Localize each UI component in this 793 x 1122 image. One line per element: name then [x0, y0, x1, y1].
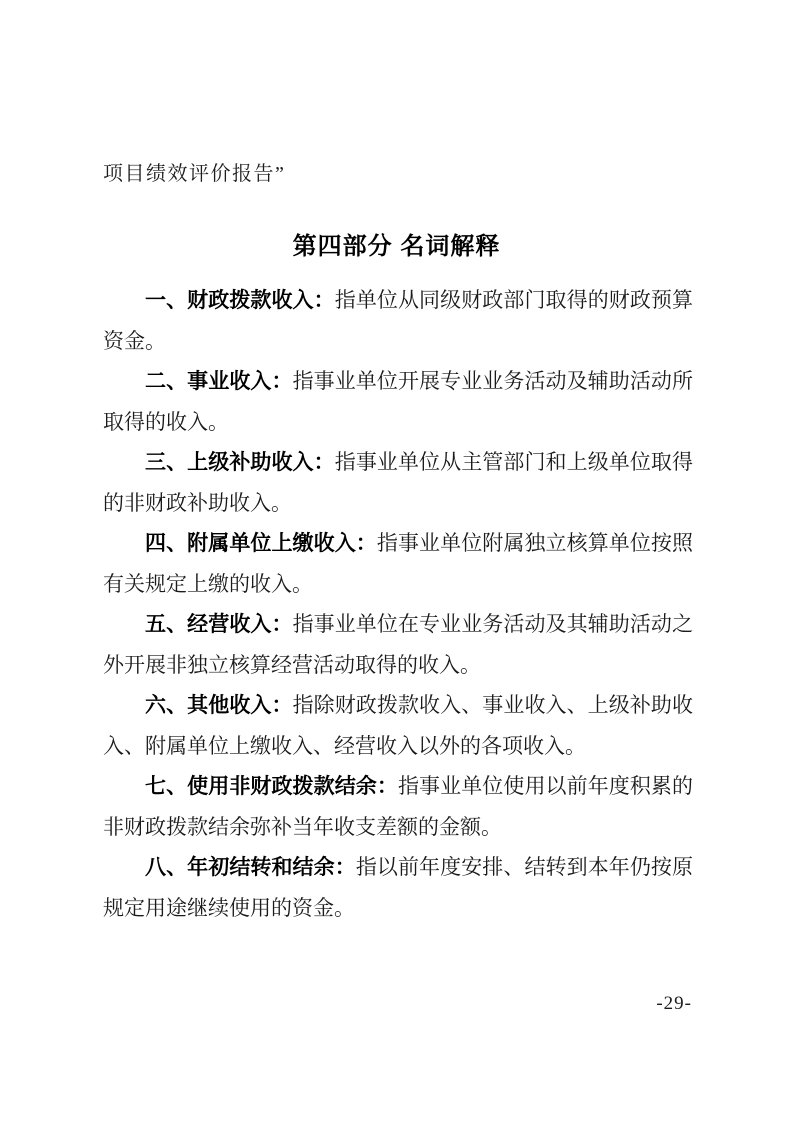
term-label: 四、附属单位上缴收入： — [145, 532, 377, 555]
glossary-item — [103, 685, 693, 766]
term-label: 六、其他收入： — [145, 694, 293, 717]
term-definition: 指以前年度安排、结转到本年仍按原规定用途继续使用的资金。 — [103, 855, 694, 920]
term-definition: 指单位从同级财政部门取得的财政预算资金。 — [103, 288, 694, 353]
term-label: 二、事业收入： — [145, 370, 293, 393]
term-label: 八、年初结转和结余： — [145, 856, 356, 879]
glossary-item — [103, 604, 693, 685]
term-definition: 指事业单位使用以前年度积累的非财政拨款结余弥补当年收支差额的金额。 — [103, 774, 694, 839]
glossary-item — [103, 280, 693, 361]
term-label: 一、财政拨款收入： — [145, 289, 335, 312]
term-definition: 指事业单位从主管部门和上级单位取得的非财政补助收入。 — [103, 450, 694, 515]
glossary-body — [103, 280, 693, 928]
glossary-item — [103, 847, 693, 928]
term-definition: 指事业单位在专业业务活动及其辅助活动之外开展非独立核算经营活动取得的收入。 — [103, 612, 694, 677]
header-continuation-text: 项目绩效评价报告” — [103, 163, 286, 185]
glossary-item — [103, 442, 693, 523]
term-definition: 指事业单位附属独立核算单位按照有关规定上缴的收入。 — [103, 531, 694, 596]
term-definition: 指除财政拨款收入、事业收入、上级补助收入、附属单位上缴收入、经营收入以外的各项收入。 — [103, 693, 694, 758]
glossary-item — [103, 523, 693, 604]
glossary-item — [103, 361, 693, 442]
page-number: -29- — [656, 993, 692, 1014]
term-label: 七、使用非财政拨款结余： — [145, 775, 398, 798]
term-label: 三、上级补助收入： — [145, 451, 335, 474]
section-title: 第四部分 名词解释 — [292, 233, 501, 260]
term-definition: 指事业单位开展专业业务活动及辅助活动所取得的收入。 — [103, 369, 694, 434]
glossary-item — [103, 766, 693, 847]
term-label: 五、经营收入： — [145, 613, 293, 636]
